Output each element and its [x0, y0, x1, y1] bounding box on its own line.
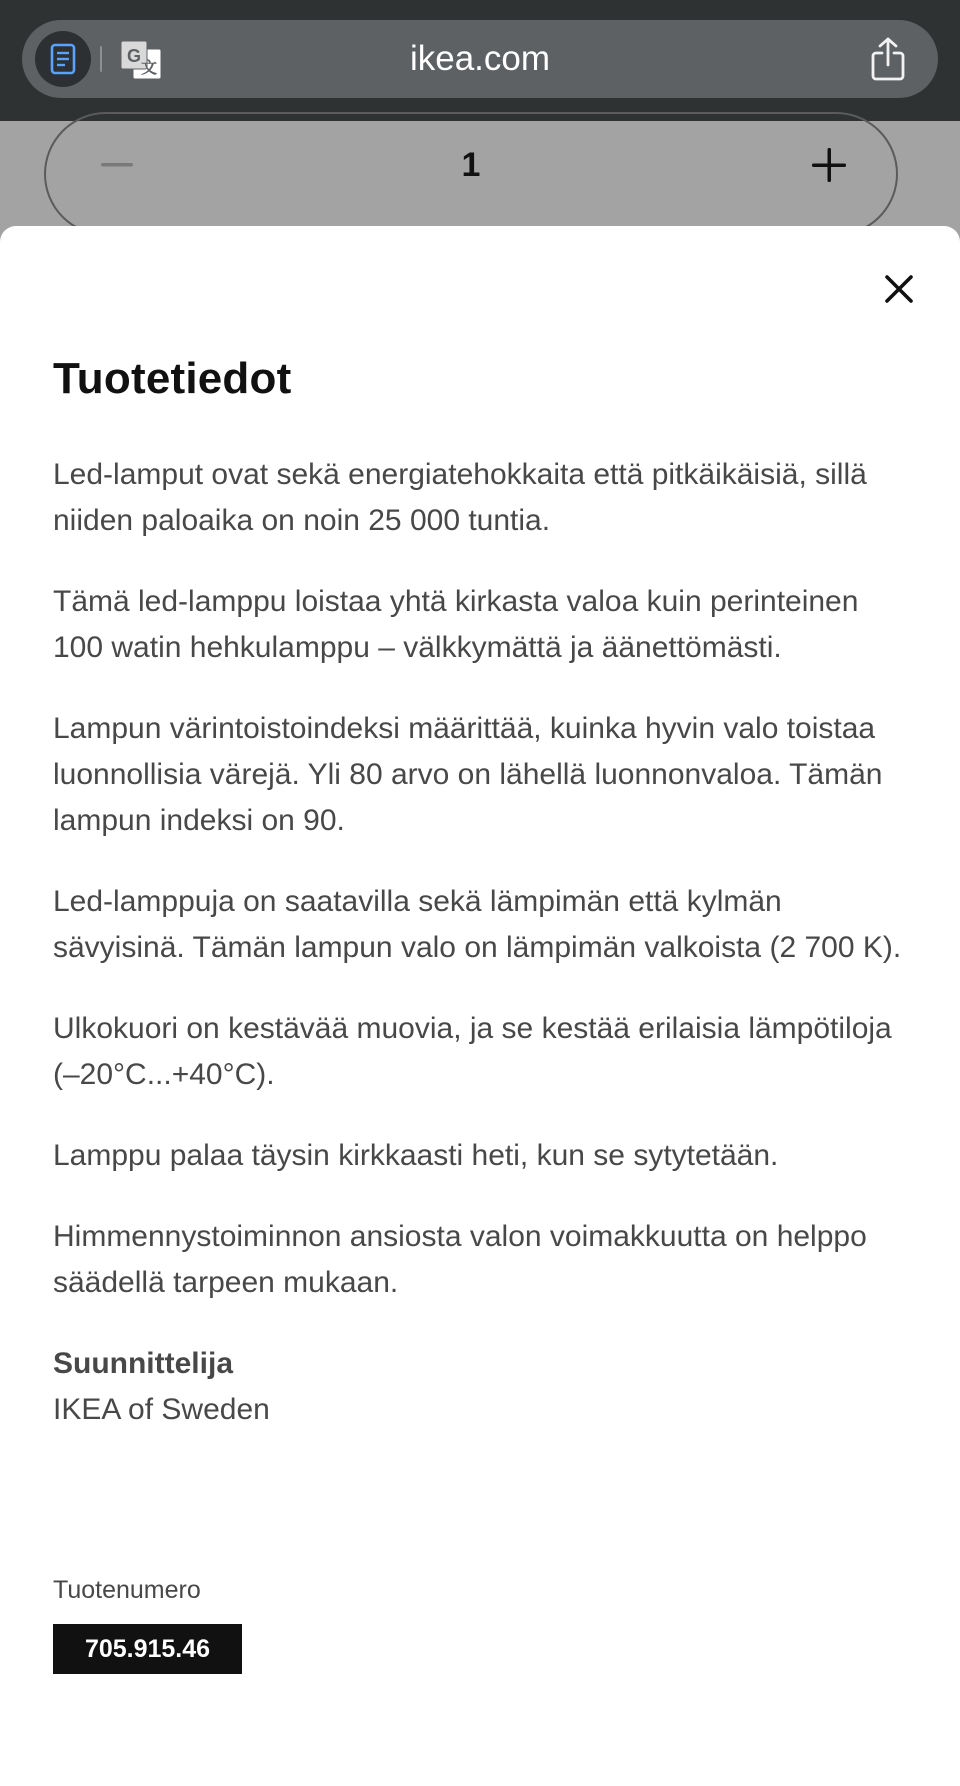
- description-paragraph: Lamppu palaa täysin kirkkaasti heti, kun se sytytetään.: [53, 1139, 779, 1172]
- description-paragraph: Ulkokuori on kestävää muovia, ja se kestää erilaisia lämpötiloja (–20°C...+40°C).: [53, 1012, 892, 1091]
- sheet-title: Tuotetiedot: [53, 354, 292, 403]
- description-paragraph: Tämä led-lamppu loistaa yhtä kirkasta valoa kuin perinteinen 100 watin hehkulamppu – välkkymättä ja äänettömästi.: [53, 585, 859, 664]
- designer-value: IKEA of Sweden: [53, 1393, 270, 1426]
- article-number-label: Tuotenumero: [53, 1576, 201, 1604]
- share-button[interactable]: [864, 34, 912, 84]
- quantity-stepper: [44, 112, 898, 236]
- svg-text:G: G: [126, 46, 142, 66]
- close-icon: [884, 274, 914, 304]
- address-bar[interactable]: [22, 20, 938, 98]
- plus-icon: [812, 148, 846, 182]
- description-paragraph: Lampun värintoistoindeksi määrittää, kuinka hyvin valo toistaa luonnollisia värejä. Yli 80 arvo on lähellä luonnonvaloa. Tämän lampun indeksi on 90.: [53, 712, 883, 837]
- article-number-badge: 705.915.46: [53, 1624, 242, 1674]
- product-details-sheet: [0, 226, 960, 1786]
- address-bar-divider: [100, 46, 102, 72]
- reader-mode-button[interactable]: [35, 31, 91, 87]
- quantity-value: 1: [461, 146, 481, 184]
- description-paragraph: Led-lamput ovat sekä energiatehokkaita että pitkäikäisiä, sillä niiden paloaika on noin 25 000 tuntia.: [53, 458, 867, 537]
- increase-quantity-button[interactable]: [798, 134, 860, 196]
- translate-button[interactable]: [117, 36, 165, 84]
- designer-label: Suunnittelija: [53, 1347, 233, 1380]
- close-button[interactable]: [872, 262, 926, 316]
- share-icon: [870, 37, 906, 81]
- description-paragraph: Led-lamppuja on saatavilla sekä lämpimän että kylmän sävyisinä. Tämän lampun valo on lämpimän valkoista (2 700 K).: [53, 885, 902, 964]
- svg-text:文: 文: [140, 58, 158, 77]
- product-description: [53, 452, 913, 1433]
- description-paragraph: Himmennystoiminnon ansiosta valon voimakkuutta on helppo säädellä tarpeen mukaan.: [53, 1220, 867, 1299]
- reader-mode-icon: [50, 43, 76, 75]
- translate-icon: [119, 39, 163, 81]
- url-text: ikea.com: [409, 39, 551, 78]
- browser-toolbar: [0, 0, 960, 121]
